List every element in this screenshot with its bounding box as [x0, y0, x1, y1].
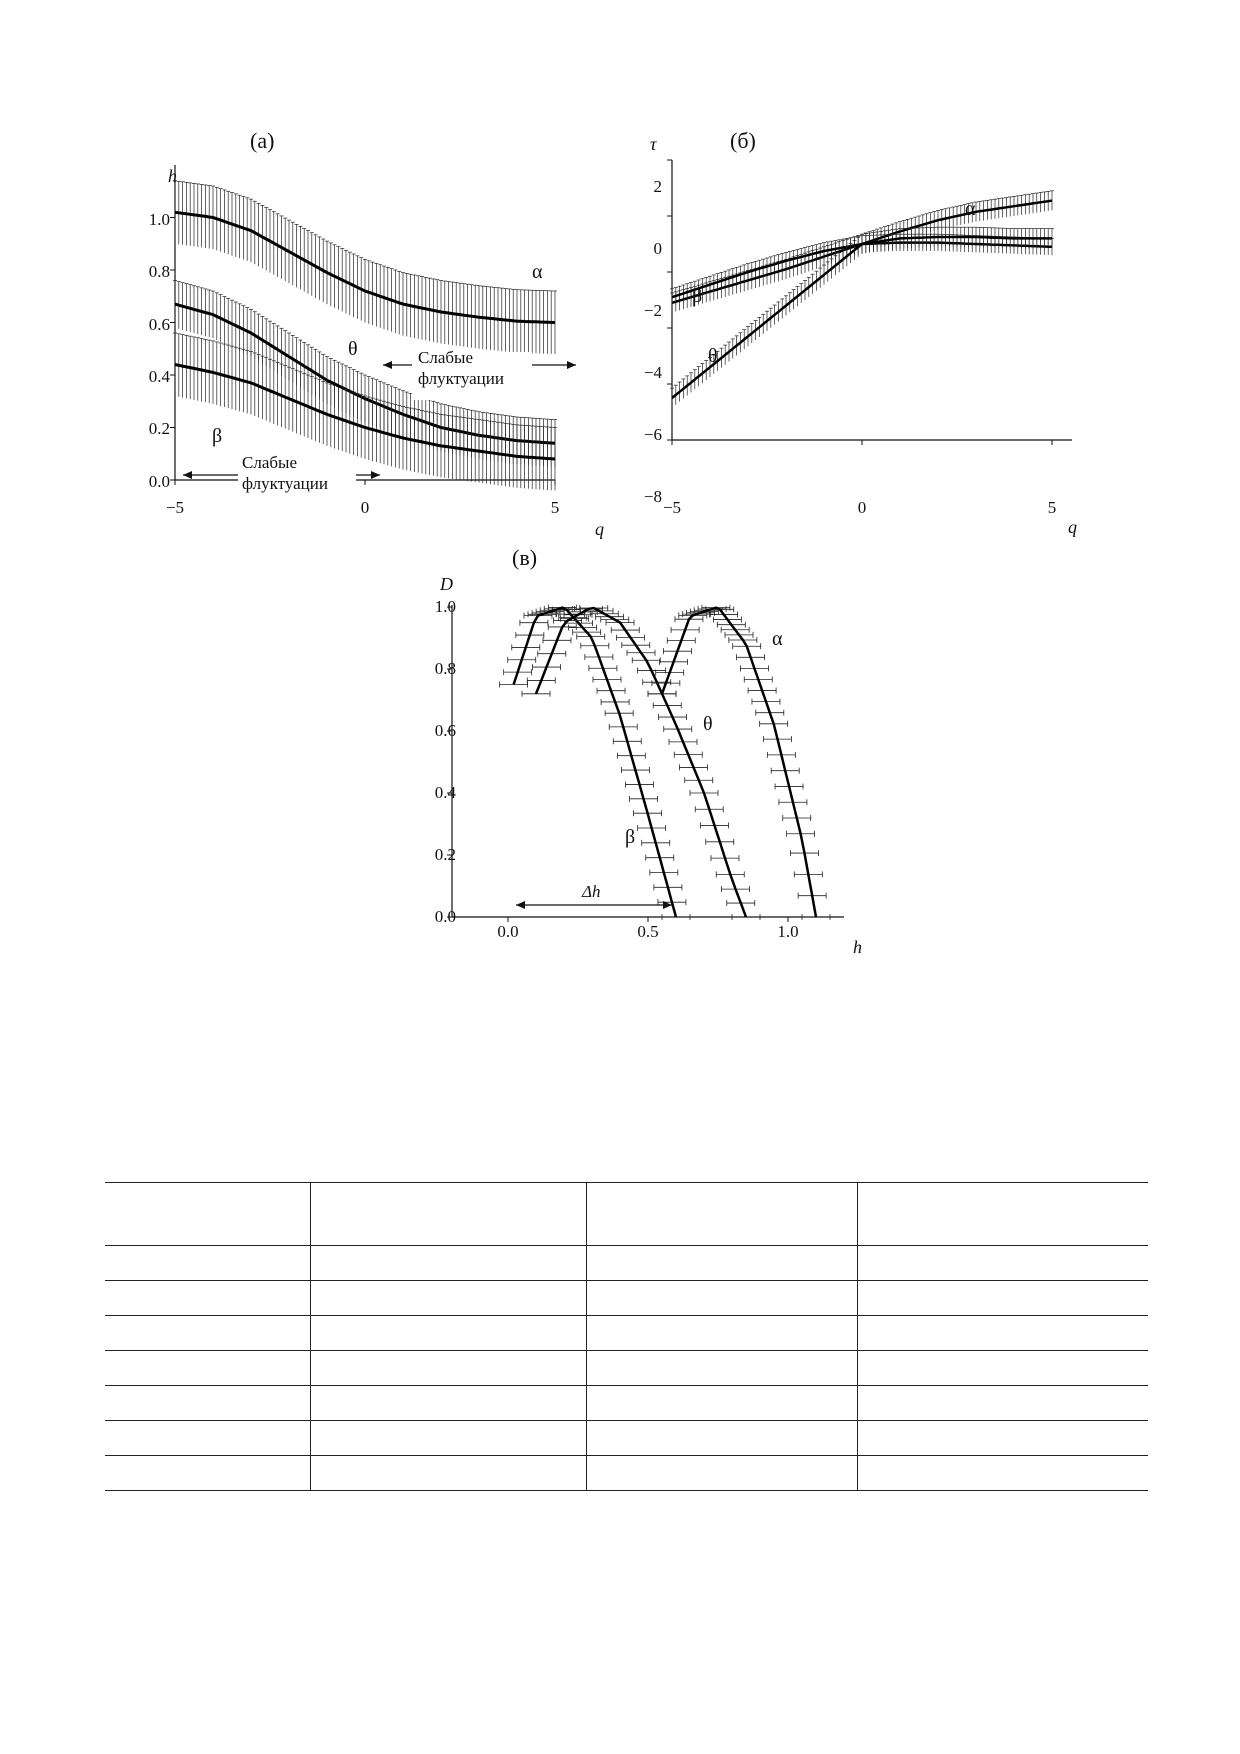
y-tick-label: 0.4	[434, 783, 456, 802]
y-tick-label: −2	[643, 301, 662, 320]
x-tick-label: 1.0	[777, 922, 799, 941]
x-axis-title-a: q	[595, 519, 604, 539]
curve-label-alpha: α	[772, 628, 783, 650]
x-tick-label: 0.5	[637, 922, 659, 941]
chart-panel-a	[140, 130, 630, 550]
table-cell	[105, 1421, 311, 1456]
x-tick-label: 0	[857, 498, 867, 517]
curve-label-beta: β	[212, 425, 223, 447]
table-cell	[105, 1316, 311, 1351]
table-cell	[858, 1316, 1149, 1351]
curve-label-beta: β	[625, 826, 636, 848]
chart-panel-b	[620, 130, 1100, 550]
annotation-text: флуктуации	[418, 369, 504, 388]
table-cell	[858, 1386, 1149, 1421]
table-cell	[311, 1281, 587, 1316]
series-line	[536, 608, 746, 917]
y-axis-title-b: τ	[650, 134, 657, 154]
annotation-text: Слабые	[418, 348, 473, 367]
table-cell	[587, 1183, 858, 1246]
table-row	[105, 1421, 1148, 1456]
table-cell	[105, 1351, 311, 1386]
curve-label-alpha: α	[532, 261, 543, 283]
table-header-row	[105, 1183, 1148, 1246]
table-cell	[311, 1183, 587, 1246]
series-line	[662, 608, 816, 917]
series-α	[173, 181, 557, 354]
curve-label-beta: β	[692, 285, 703, 307]
x-axis-title-c: h	[853, 937, 862, 957]
table-cell	[587, 1316, 858, 1351]
y-tick-label: 2	[653, 177, 662, 196]
annotation-text: Слабые	[242, 453, 297, 472]
series-β	[500, 605, 690, 920]
table-cell	[858, 1456, 1149, 1491]
weak-fluctuations-annotation-right	[383, 348, 576, 400]
x-tick-label: 0.0	[497, 922, 519, 941]
table-cell	[858, 1421, 1149, 1456]
panel-label-b: (б)	[730, 130, 756, 153]
table-cell	[105, 1183, 311, 1246]
x-tick-label: 0	[360, 498, 370, 517]
data-table	[105, 1182, 1148, 1491]
y-tick-label: 0.2	[434, 845, 456, 864]
y-tick-label: −6	[643, 425, 662, 444]
curve-label-theta: θ	[703, 713, 713, 735]
x-tick-label: −5	[662, 498, 682, 517]
y-tick-label: 0.4	[148, 367, 170, 386]
chart-panel-c	[420, 545, 890, 965]
y-tick-label: 0.8	[148, 262, 170, 281]
panel-label-a: (а)	[250, 130, 275, 153]
table-row	[105, 1386, 1148, 1421]
table-cell	[858, 1183, 1149, 1246]
weak-fluctuations-annotation-left	[183, 453, 380, 501]
series-θ	[670, 227, 1054, 408]
y-axis-title-c: D	[440, 574, 453, 594]
table-row	[105, 1281, 1148, 1316]
table-row	[105, 1456, 1148, 1491]
table-cell	[105, 1246, 311, 1281]
y-tick-label: 0.2	[148, 419, 170, 438]
annotation-text: флуктуации	[242, 474, 328, 493]
table-cell	[311, 1246, 587, 1281]
table-cell	[587, 1351, 858, 1386]
y-tick-label: 1.0	[434, 597, 456, 616]
y-tick-label: 0.6	[148, 315, 170, 334]
table-cell	[311, 1351, 587, 1386]
table-cell	[105, 1386, 311, 1421]
x-tick-label: −5	[165, 498, 185, 517]
x-tick-label: 5	[1047, 498, 1057, 517]
curve-label-theta: θ	[348, 338, 358, 360]
table-cell	[587, 1246, 858, 1281]
y-axis-title-a: h	[168, 166, 177, 186]
x-tick-label: 5	[550, 498, 560, 517]
table-row	[105, 1351, 1148, 1386]
table-cell	[858, 1246, 1149, 1281]
y-tick-label: −8	[643, 487, 662, 506]
table-cell	[858, 1281, 1149, 1316]
table-cell	[311, 1386, 587, 1421]
table-row	[105, 1246, 1148, 1281]
y-tick-label: 0.6	[434, 721, 456, 740]
table-cell	[858, 1351, 1149, 1386]
table-row	[105, 1316, 1148, 1351]
table-cell	[105, 1456, 311, 1491]
table-cell	[311, 1316, 587, 1351]
delta-h-annotation	[516, 882, 672, 909]
y-tick-label: 1.0	[148, 210, 170, 229]
curve-label-alpha: α	[965, 198, 976, 220]
table-cell	[311, 1456, 587, 1491]
table-cell	[587, 1421, 858, 1456]
table-cell	[311, 1421, 587, 1456]
annotation-text: Δh	[582, 882, 601, 901]
y-tick-label: 0.0	[148, 472, 170, 491]
y-tick-label: 0.8	[434, 659, 456, 678]
table-cell	[587, 1281, 858, 1316]
table-cell	[105, 1281, 311, 1316]
y-tick-label: 0	[653, 239, 662, 258]
series-θ	[522, 605, 760, 920]
panel-label-c: (в)	[512, 545, 538, 570]
series-line	[672, 237, 1052, 398]
y-tick-label: −4	[643, 363, 662, 382]
curve-label-theta: θ	[708, 345, 718, 367]
table-cell	[587, 1386, 858, 1421]
table-cell	[587, 1456, 858, 1491]
x-axis-title-b: q	[1068, 517, 1077, 537]
y-tick-label: 0.0	[434, 907, 456, 926]
